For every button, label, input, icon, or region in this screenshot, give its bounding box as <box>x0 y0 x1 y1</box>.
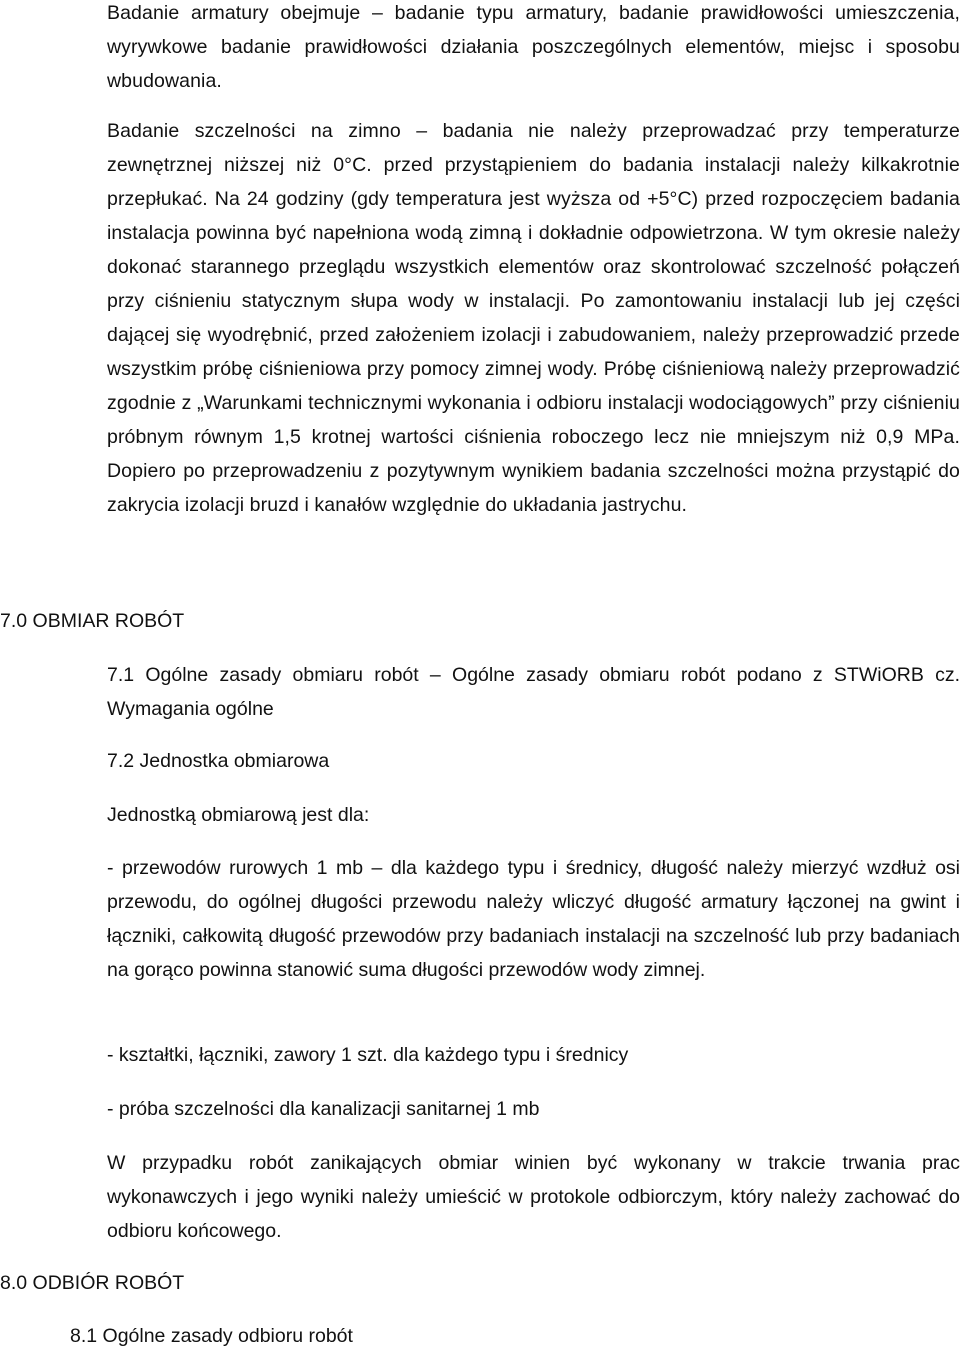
unit-item-fittings: - kształtki, łączniki, zawory 1 szt. dla każdego typu i średnicy <box>107 1044 629 1066</box>
closing-paragraph-measurement: W przypadku robót zanikających obmiar winien być wykonany w trakcie trwania prac wykonawczych i jego wyniki należy umieścić w protokole odbiorczym, który należy zachować do odbioru końcowego. <box>107 1152 960 1242</box>
section-7-1-general-rules: 7.1 Ogólne zasady obmiaru robót – Ogólne zasady obmiaru robót podano z STWiORB cz. Wymagania ogólne <box>107 664 960 720</box>
section-8-heading: 8.0 ODBIÓR ROBÓT <box>0 1272 185 1294</box>
unit-item-leak-test: - próba szczelności dla kanalizacji sanitarnej 1 mb <box>107 1098 540 1120</box>
unit-intro-text: Jednostką obmiarową jest dla: <box>107 804 370 826</box>
section-7-heading: 7.0 OBMIAR ROBÓT <box>0 610 185 632</box>
paragraph-cold-leak-test: Badanie szczelności na zimno – badania nie należy przeprowadzać przy temperaturze zewnętrznej niższej niż 0°C. przed przystąpieniem do badania instalacji należy kilkakrotnie przepłukać. Na 24 godziny (gdy temperatura jest wyższa od +5°C) przed rozpoczęciem badania instalacja powinna być napełniona wodą zimną i dokładnie odpowietrzona. W tym okresie należy dokonać starannego przeglądu wszystkich elementów oraz skontrolować szczelność połączeń przy ciśnieniu statycznym słupa wody w instalacji. Po zamontowaniu instalacji lub jej części dającej się wyodrębnić, przed założeniem izolacji i zabudowaniem, należy przeprowadzić przede wszystkim próbę ciśnieniowa przy pomocy zimnej wody. Próbę ciśnieniową należy przeprowadzić zgodnie z „Warunkami technicznymi wykonania i odbioru instalacji wodociągowych” przy ciśnieniu próbnym równym 1,5 krotnej wartości ciśnienia roboczego lecz nie mniejszym niż 0,9 MPa. Dopiero po przeprowadzeniu z pozytywnym wynikiem badania szczelności można przystąpić do zakrycia izolacji bruzd i kanałów względnie do układania jastrychu. <box>107 120 960 516</box>
paragraph-armature-testing: Badanie armatury obejmuje – badanie typu armatury, badanie prawidłowości umieszczenia, wyrywkowe badanie prawidłowości działania poszczególnych elementów, miejsc i sposobu wbudowania. <box>107 2 960 92</box>
section-8-1-heading: 8.1 Ogólne zasady odbioru robót <box>70 1325 353 1347</box>
unit-item-pipes: - przewodów rurowych 1 mb – dla każdego typu i średnicy, długość należy mierzyć wzdłuż osi przewodu, do ogólnej długości przewodu należy wliczyć długość armatury łączonej na gwint i łączniki, całkowitą długość przewodów przy badaniach instalacji na szczelność lub przy badaniach na gorąco powinna stanowić suma długości przewodów wody zimnej. <box>107 857 960 981</box>
section-7-2-unit-heading: 7.2 Jednostka obmiarowa <box>107 750 330 772</box>
